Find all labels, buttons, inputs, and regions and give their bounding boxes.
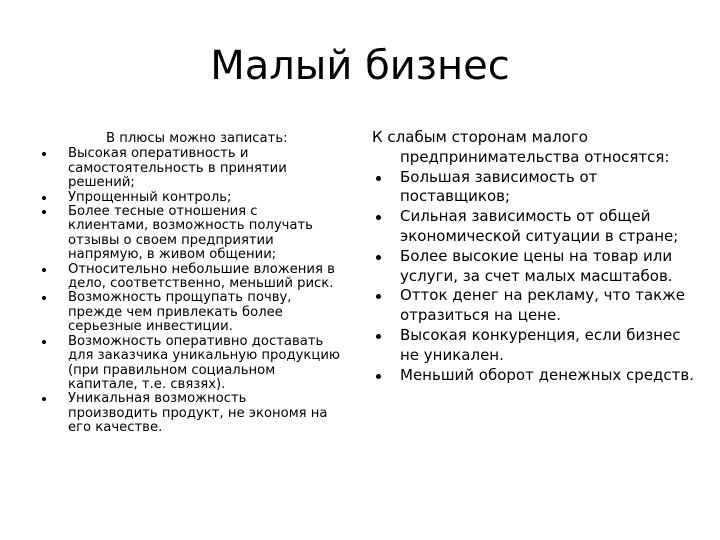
weakness-item	[372, 286, 702, 326]
advantage-item	[36, 263, 340, 292]
weakness-item	[372, 366, 702, 386]
weakness-text: Сильная зависимость от общей экономической ситуации в стране;	[400, 207, 679, 245]
advantage-text: Возможность прощупать почву, прежде чем привлекать более серьезные инвестиции.	[68, 290, 292, 335]
weakness-item	[372, 207, 702, 247]
advantage-item	[36, 335, 340, 393]
bullet-icon	[376, 215, 381, 220]
advantage-text: Уникальная возможность производить продукт, не экономя на его качестве.	[68, 391, 328, 436]
weakness-text: Большая зависимость от поставщиков;	[400, 167, 598, 206]
bullet-icon	[42, 196, 46, 200]
bullet-icon	[376, 334, 381, 339]
weakness-item	[372, 326, 702, 366]
advantages-heading: В плюсы можно записать:	[106, 131, 288, 146]
bullet-icon	[376, 294, 381, 299]
weakness-text: Отток денег на рекламу, что также отразиться на цене.	[400, 286, 685, 325]
bullet-icon	[42, 340, 46, 344]
bullet-icon	[376, 374, 381, 379]
advantage-item	[36, 191, 340, 205]
bullet-icon	[42, 296, 46, 300]
advantages-list	[36, 147, 340, 435]
advantage-item	[36, 147, 340, 190]
bullet-icon	[376, 255, 381, 260]
advantages-column	[36, 132, 340, 436]
weakness-text: Высокая конкуренция, если бизнес не уникален.	[400, 325, 681, 364]
advantage-text: Упрощенный контроль;	[68, 189, 232, 205]
bullet-icon	[42, 268, 46, 272]
bullet-icon	[42, 397, 46, 401]
advantage-item	[36, 291, 340, 334]
weakness-text: Более высокие цены на товар или услуги, за счет малых масштабов.	[400, 246, 673, 285]
advantage-text: Высокая оперативность и самостоятельность в принятии решений;	[68, 146, 287, 191]
advantage-item	[36, 392, 340, 435]
weakness-text: Меньший оборот денежных средств.	[400, 365, 695, 384]
bullet-icon	[42, 152, 46, 156]
slide-title: Малый бизнес	[210, 43, 510, 89]
advantage-item	[36, 205, 340, 263]
weakness-item	[372, 168, 702, 208]
weakness-item	[372, 247, 702, 287]
advantage-text: Возможность оперативно доставать для заказчика уникальную продукцию (при правильном социальном капитале, т.е. связях).	[68, 333, 340, 392]
advantage-text: Относительно небольшие вложения в дело, соответственно, меньший риск.	[68, 261, 335, 292]
weaknesses-heading: К слабым сторонам малого предпринимательства относятся:	[372, 128, 670, 166]
bullet-icon	[376, 176, 381, 181]
advantage-text: Более тесные отношения с клиентами, возможность получать отзывы о своем предприятии напрямую, в живом общении;	[68, 204, 313, 263]
bullet-icon	[42, 210, 46, 214]
weaknesses-column	[372, 128, 702, 385]
weaknesses-list	[372, 168, 702, 386]
